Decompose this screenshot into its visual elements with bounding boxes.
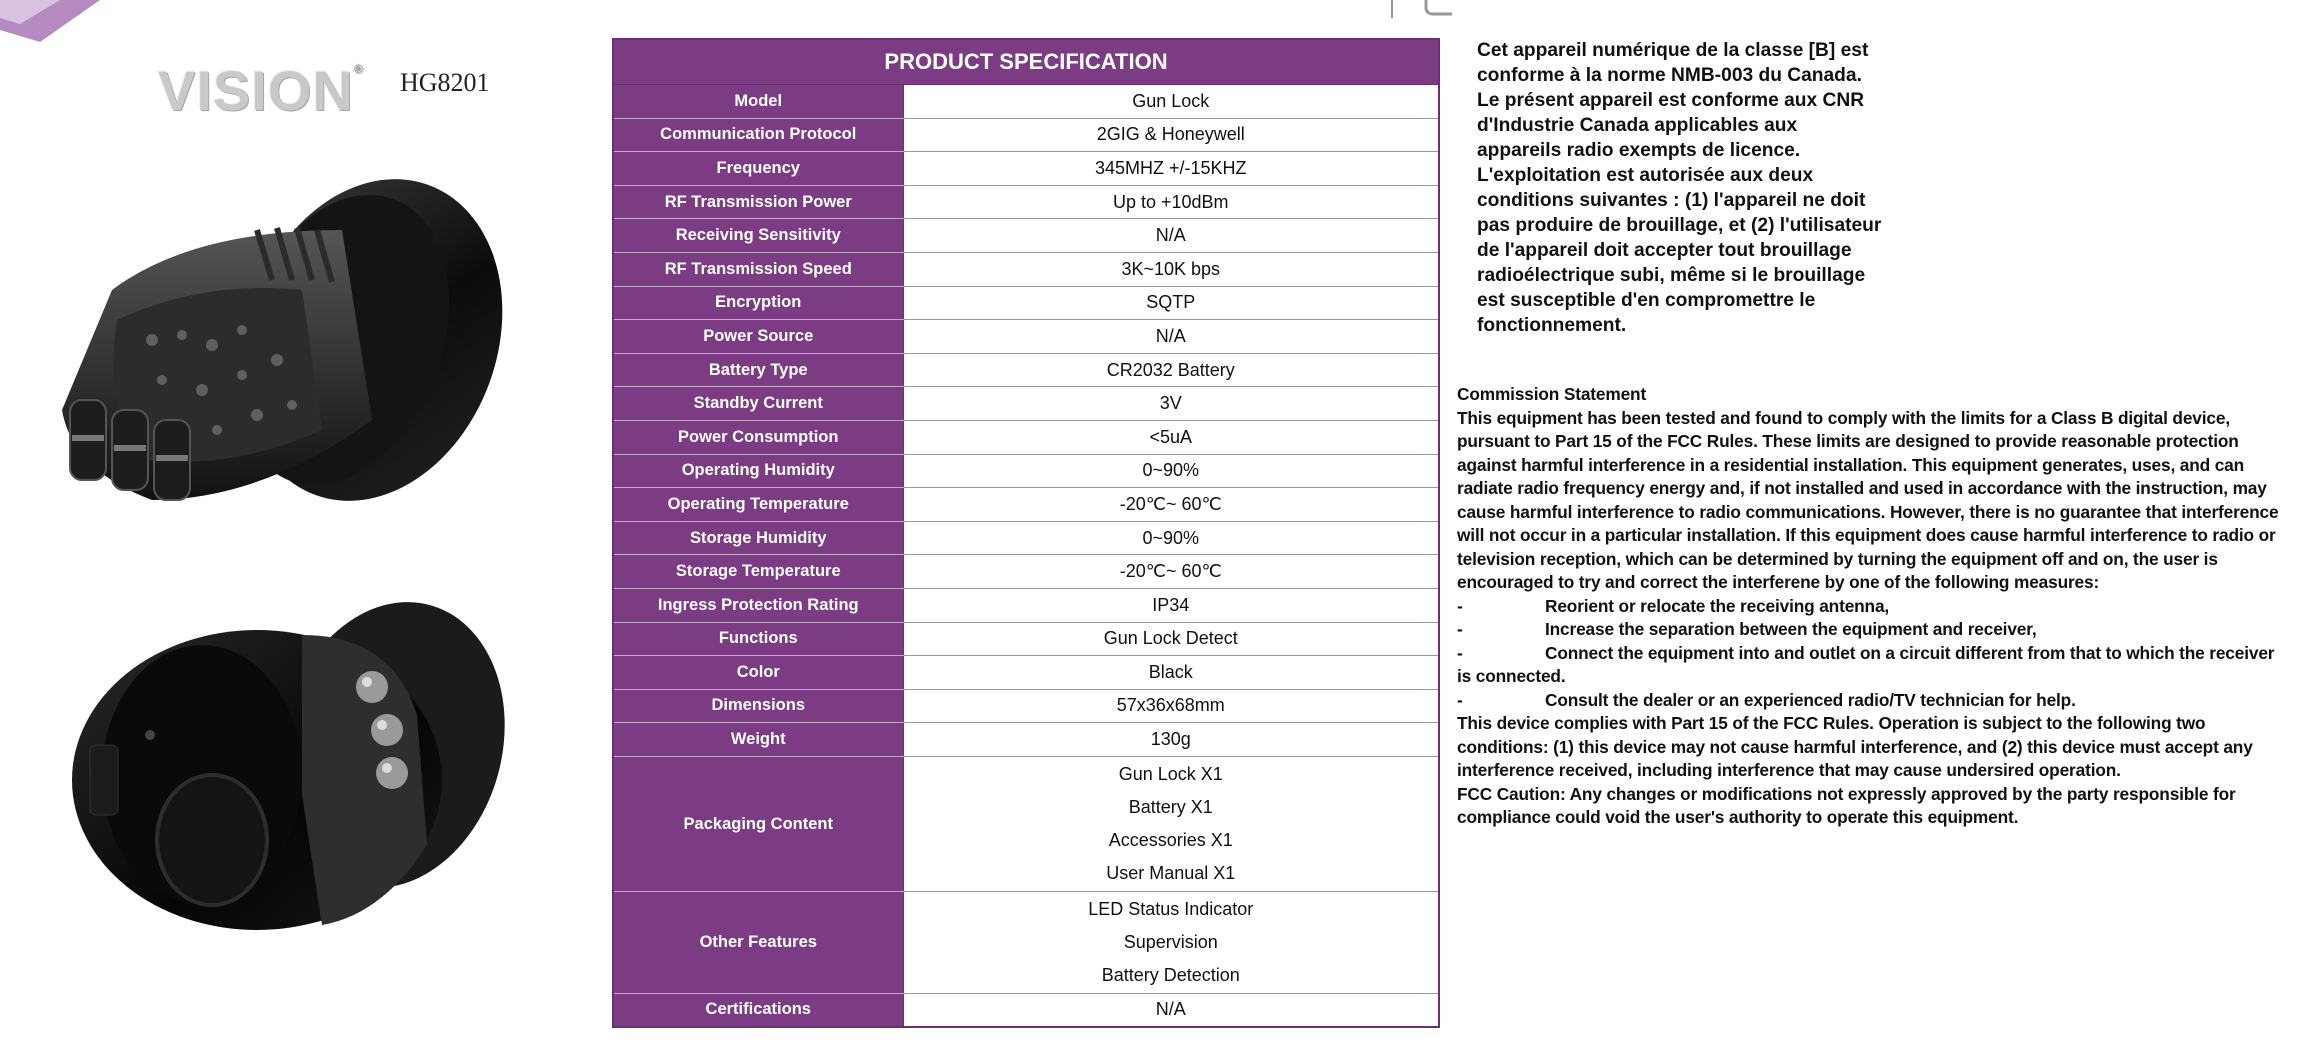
spec-table-title: PRODUCT SPECIFICATION <box>613 39 1439 85</box>
spec-value: -20℃~ 60℃ <box>903 488 1439 522</box>
spec-value: 130g <box>903 723 1439 757</box>
spec-row <box>613 320 1439 354</box>
fcc-statement <box>1457 383 2287 830</box>
product-photo-bottom <box>62 595 512 940</box>
bullet-dash: - <box>1457 619 1463 639</box>
packaging-content-item: Gun Lock X1 <box>1118 764 1223 785</box>
spec-row <box>613 252 1439 286</box>
corner-decoration <box>0 0 100 42</box>
fcc-measure-item <box>1457 689 2287 713</box>
spec-label: Battery Type <box>613 353 903 387</box>
spec-value: 57x36x68mm <box>903 689 1439 723</box>
french-notice-line: d'Industrie Canada applicables aux <box>1477 115 1798 136</box>
other-features-item: Supervision <box>1123 932 1218 953</box>
spec-value: 0~90% <box>903 521 1439 555</box>
fcc-measure-item <box>1457 642 2287 689</box>
spec-value: Gun Lock <box>903 85 1439 119</box>
french-notice-line: appareils radio exempts de licence. <box>1477 140 1801 161</box>
bullet-dash: - <box>1457 689 1463 710</box>
spec-row <box>613 656 1439 690</box>
spec-row <box>613 689 1439 723</box>
fcc-measures-list <box>1457 595 2287 713</box>
french-notice-line: est susceptible d'en compromettre le <box>1477 290 1816 311</box>
other-features-item: Battery Detection <box>1101 965 1240 986</box>
spec-label: Storage Temperature <box>613 555 903 589</box>
spec-label: Certifications <box>613 993 903 1027</box>
vision-logo: VISION® <box>158 59 364 122</box>
fcc-heading: Commission Statement <box>1457 384 1647 404</box>
spec-label: Storage Humidity <box>613 521 903 555</box>
fcc-measure-text: Reorient or relocate the receiving antenna, <box>1545 595 1890 616</box>
french-notice-line: conditions suivantes : (1) l'appareil ne doit <box>1477 190 1866 211</box>
spec-value: Up to +10dBm <box>903 185 1439 219</box>
fcc-intro: This equipment has been tested and found to comply with the limits for a Class B digital device, pursuant to Part 15 of the FCC Rules. These limits are designed to provide reasonable protection against harmful interference in a residential installation. This equipment generates, uses, and can radiate radio frequency energy and, if not installed and used in accordance with the instruction, may cause harmful interference to radio communications. However, there is no guarantee that interference will not occur in a particular installation. If this equipment does cause harmful interference to radio or television reception, which can be determined by turning the equipment off and on, the user is encouraged to try and correct the interferene by one of the following measures: <box>1457 407 2279 592</box>
spec-value: CR2032 Battery <box>903 353 1439 387</box>
french-notice-line: de l'appareil doit accepter tout brouillage <box>1477 240 1852 261</box>
spec-table-body <box>613 85 1439 1028</box>
spec-value: 3V <box>903 387 1439 421</box>
packaging-content-item: Accessories X1 <box>1108 830 1233 851</box>
fcc-compliance: This device complies with Part 15 of the FCC Rules. Operation is subject to the following two conditions: (1) this device may not cause harmful interference, and (2) this device must accept any interference received, including interference that may cause undersired operation. <box>1457 713 2253 780</box>
spec-row <box>613 353 1439 387</box>
french-notice-line: fonctionnement. <box>1477 315 1627 336</box>
spec-value: IP34 <box>903 588 1439 622</box>
spec-row <box>613 723 1439 757</box>
packaging-content-item: Battery X1 <box>1128 797 1213 818</box>
product-specification-table <box>612 38 1440 1028</box>
spec-value: Gun Lock Detect <box>903 622 1439 656</box>
other-features-row <box>613 892 1439 994</box>
fcc-measure-item <box>1457 618 2287 642</box>
fcc-caution: FCC Caution: Any changes or modifications not expressly approved by the party responsible for compliance could void the user's authority to operate this equipment. <box>1457 783 2236 827</box>
spec-label: Functions <box>613 622 903 656</box>
spec-label: Power Consumption <box>613 420 903 454</box>
model-code: HG8201 <box>400 68 490 97</box>
packaging-content-values <box>903 756 1439 891</box>
spec-value: 3K~10K bps <box>903 252 1439 286</box>
spec-label: Receiving Sensitivity <box>613 219 903 253</box>
french-notice-line: conforme à la norme NMB-003 du Canada. <box>1477 65 1862 86</box>
product-photo-top <box>42 170 512 550</box>
spec-row <box>613 555 1439 589</box>
spec-label: Communication Protocol <box>613 118 903 152</box>
spec-row <box>613 420 1439 454</box>
french-notice-line: L'exploitation est autorisée aux deux <box>1477 165 1814 186</box>
spec-row <box>613 387 1439 421</box>
french-compliance-notice <box>1477 38 1947 338</box>
spec-label: Frequency <box>613 152 903 186</box>
fcc-measure-text: Consult the dealer or an experienced radio/TV technician for help. <box>1545 689 2076 710</box>
spec-label: Dimensions <box>613 689 903 723</box>
packaging-content-label: Packaging Content <box>613 756 903 891</box>
spec-label: Power Source <box>613 320 903 354</box>
fcc-measure-text: Increase the separation between the equipment and receiver, <box>1545 619 2037 639</box>
spec-label: RF Transmission Speed <box>613 252 903 286</box>
spec-value: SQTP <box>903 286 1439 320</box>
spec-value: 0~90% <box>903 454 1439 488</box>
spec-row <box>613 622 1439 656</box>
other-features-label: Other Features <box>613 892 903 994</box>
certifications-row <box>613 993 1439 1027</box>
spec-value: -20℃~ 60℃ <box>903 555 1439 589</box>
spec-value: Black <box>903 656 1439 690</box>
fcc-measure-item <box>1457 595 2287 619</box>
french-notice-line: radioélectrique subi, même si le brouillage <box>1477 265 1866 286</box>
spec-value: <5uA <box>903 420 1439 454</box>
fcc-measure-text: Connect the equipment into and outlet on a circuit different from that to which the receiver is connected. <box>1457 642 2275 686</box>
spec-row <box>613 488 1439 522</box>
spec-value: 2GIG & Honeywell <box>903 118 1439 152</box>
other-features-item: LED Status Indicator <box>1088 899 1254 920</box>
spec-label: Weight <box>613 723 903 757</box>
spec-row <box>613 521 1439 555</box>
bullet-dash: - <box>1457 595 1463 616</box>
spec-row <box>613 219 1439 253</box>
page-corner-icon <box>1390 0 1460 18</box>
packaging-content-item: User Manual X1 <box>1106 863 1236 884</box>
other-features-values <box>903 892 1439 994</box>
spec-value: N/A <box>903 320 1439 354</box>
spec-value: 345MHZ +/-15KHZ <box>903 152 1439 186</box>
spec-row <box>613 152 1439 186</box>
french-notice-line: Cet appareil numérique de la classe [B] est <box>1477 40 1869 61</box>
bullet-dash: - <box>1457 642 1463 663</box>
spec-row <box>613 454 1439 488</box>
packaging-content-row <box>613 756 1439 891</box>
spec-label: RF Transmission Power <box>613 185 903 219</box>
spec-row <box>613 286 1439 320</box>
spec-label: Model <box>613 85 903 119</box>
spec-row <box>613 588 1439 622</box>
spec-row <box>613 185 1439 219</box>
spec-label: Operating Humidity <box>613 454 903 488</box>
spec-value: N/A <box>903 219 1439 253</box>
spec-row <box>613 118 1439 152</box>
french-notice-line: pas produire de brouillage, et (2) l'utilisateur <box>1477 215 1882 236</box>
french-notice-line: Le présent appareil est conforme aux CNR <box>1477 90 1865 111</box>
spec-label: Operating Temperature <box>613 488 903 522</box>
spec-label: Standby Current <box>613 387 903 421</box>
spec-label: Encryption <box>613 286 903 320</box>
spec-value: N/A <box>903 993 1439 1027</box>
spec-label: Color <box>613 656 903 690</box>
spec-label: Ingress Protection Rating <box>613 588 903 622</box>
spec-row <box>613 85 1439 119</box>
